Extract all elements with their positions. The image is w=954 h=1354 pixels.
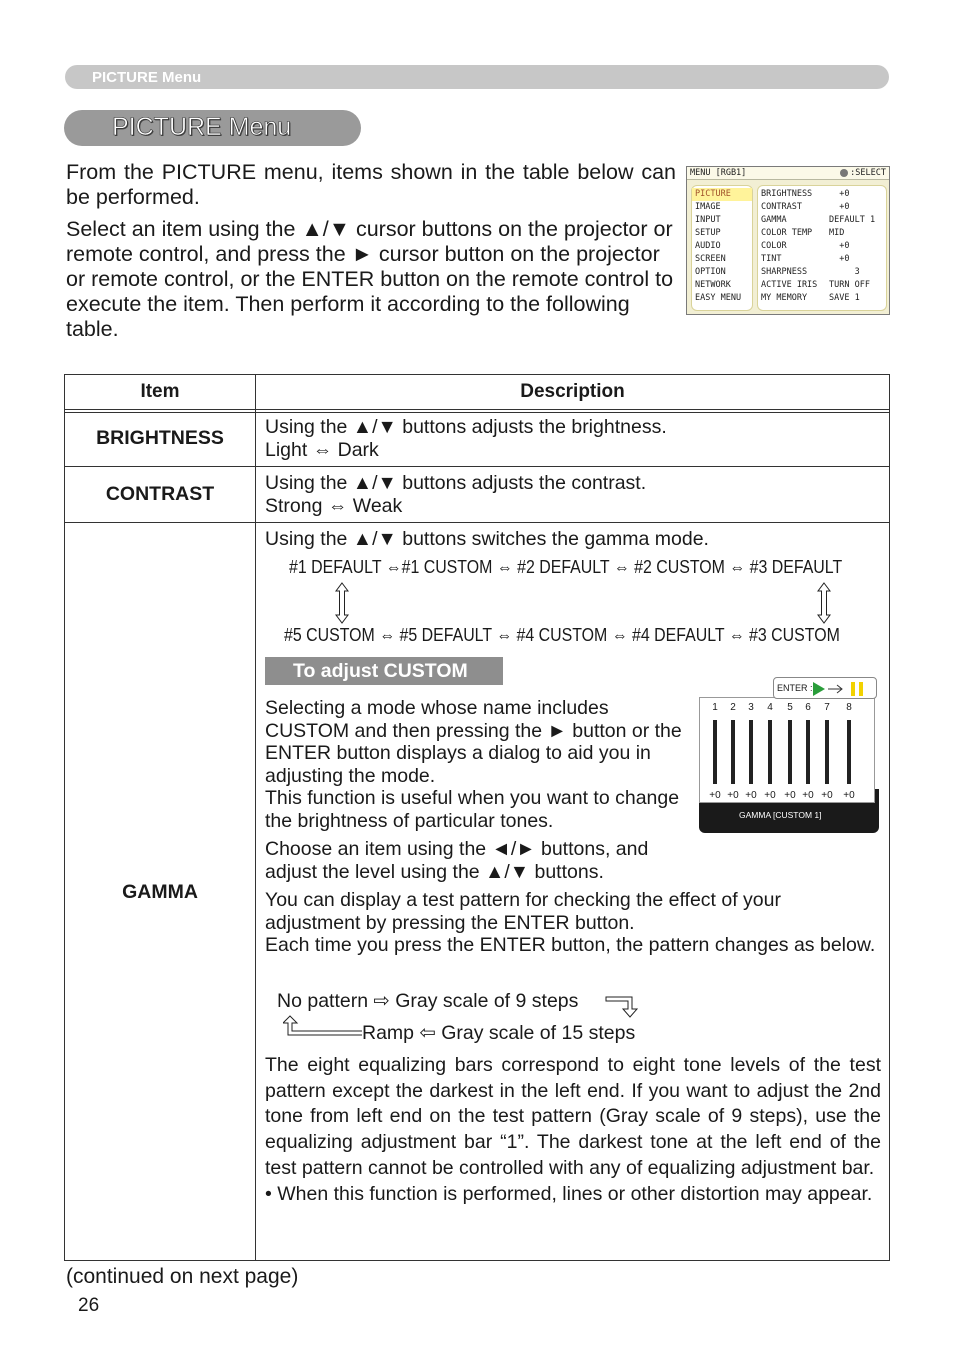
osd-menu-item: SCREEN	[695, 254, 726, 264]
osd-setting-value: +0	[829, 202, 850, 212]
osd-setting-value: 3	[829, 267, 860, 277]
desc-line: Using the ▲/▼ buttons switches the gamma mode.	[265, 528, 709, 550]
gamma-test-pattern-text	[265, 889, 881, 957]
osd-setting-value: +0	[829, 254, 850, 264]
row-desc-brightness	[265, 416, 881, 461]
eq-bar-number: 7	[824, 702, 830, 713]
eq-adjust-bar[interactable]	[825, 720, 829, 784]
select-icon	[840, 169, 848, 177]
continued-note: (continued on next page)	[66, 1265, 299, 1288]
osd-setting-value: MID	[829, 228, 845, 238]
eq-bar-value: +0	[802, 790, 814, 801]
enter-pattern-icon	[812, 681, 874, 697]
eq-bar-value: +0	[709, 790, 721, 801]
pattern-sequence-line-2: Ramp ⇦ Gray scale of 15 steps	[362, 1022, 636, 1044]
desc-paragraph: Each time you press the ENTER button, the pattern changes as below.	[265, 934, 876, 956]
header-divider	[65, 409, 889, 410]
desc-paragraph: You can display a test pattern for checking the effect of your adjustment by pressing the ENTER button.	[265, 889, 781, 934]
osd-setting-row	[758, 253, 886, 266]
row-desc-contrast	[265, 472, 881, 517]
eq-bar-number: 1	[712, 702, 718, 713]
osd-select-label: :SELECT	[850, 168, 886, 178]
osd-setting-key: COLOR TEMP	[761, 228, 813, 238]
osd-setting-key: COLOR	[761, 241, 787, 251]
row-item-contrast: CONTRAST	[105, 483, 215, 505]
osd-menu-item: OPTION	[695, 267, 726, 277]
eq-bar-value: +0	[727, 790, 739, 801]
down-turn-arrow-icon	[605, 993, 641, 1019]
eq-bar-value: +0	[784, 790, 796, 801]
osd-setting-row	[758, 201, 886, 214]
eq-adjust-bar[interactable]	[788, 720, 792, 784]
osd-menu-item: EASY MENU	[695, 293, 742, 303]
osd-setting-row	[758, 227, 886, 240]
osd-setting-row	[758, 266, 886, 279]
picture-menu-table	[64, 374, 890, 1261]
section-header-bar	[65, 65, 889, 89]
osd-menu-item: SETUP	[695, 228, 721, 238]
osd-setting-value: DEFAULT 1	[829, 215, 876, 225]
dialog-footer-label: GAMMA [CUSTOM 1]	[739, 810, 822, 820]
eq-adjust-bar[interactable]	[713, 720, 717, 784]
gamma-custom-text	[265, 697, 685, 883]
page-title-pill	[64, 110, 361, 146]
desc-paragraph: Choose an item using the ◄/► buttons, and adjust the level using the ▲/▼ buttons.	[265, 838, 649, 883]
osd-header	[687, 167, 889, 180]
desc-paragraph: The eight equalizing bars correspond to eight tone levels of the test pattern except the darkest in the left end. If you want to adjust the 2nd tone from left end on the test pattern (Gray scale of 9 steps), use the equalizing adjustment bar “1”. The darkest tone at the left end of the test pattern cannot be controlled with any of equalizing adjustment bar.	[265, 1054, 881, 1179]
osd-header-title: MENU [RGB1]	[690, 168, 747, 178]
vertical-double-arrow-icon	[335, 582, 349, 624]
equalizer-panel	[699, 697, 875, 803]
row-divider	[65, 522, 889, 523]
eq-bar-value: +0	[745, 790, 757, 801]
desc-note: • When this function is performed, lines or other distortion may appear.	[265, 1182, 873, 1205]
header-divider-double	[65, 412, 889, 413]
osd-setting-key: CONTRAST	[761, 202, 802, 212]
row-divider	[65, 466, 889, 467]
vertical-double-arrow-icon	[817, 582, 831, 624]
gamma-equalizer-dialog	[699, 677, 879, 833]
osd-setting-key: GAMMA	[761, 215, 787, 225]
eq-bar-number: 3	[748, 702, 754, 713]
eq-bar-number: 5	[787, 702, 793, 713]
eq-bar-number: 8	[846, 702, 852, 713]
gamma-equalizing-text	[265, 1053, 881, 1207]
enter-hint-box	[773, 677, 877, 699]
eq-bar-number: 2	[730, 702, 736, 713]
gamma-intro	[265, 528, 881, 551]
column-divider	[255, 375, 256, 1260]
desc-paragraph: Selecting a mode whose name includes CUSTOM and then pressing the ► button or the ENTER button displays a dialog to aid you in adjusting the mode.	[265, 697, 682, 787]
osd-setting-value: +0	[829, 241, 850, 251]
osd-menu-item: INPUT	[695, 215, 721, 225]
eq-adjust-bar[interactable]	[749, 720, 753, 784]
page-title: PICTURE Menu	[112, 113, 292, 141]
osd-setting-row	[758, 279, 886, 292]
return-arrow-icon	[283, 1015, 363, 1037]
intro-text	[66, 160, 676, 349]
eq-adjust-bar[interactable]	[806, 720, 810, 784]
intro-paragraph-1: From the PICTURE menu, items shown in the table below can be performed.	[66, 160, 676, 209]
desc-line: Light ⇔ Dark	[265, 438, 379, 461]
intro-paragraph-2: Select an item using the ▲/▼ cursor buttons on the projector or remote control, and press the ► cursor button on the projector or remote control, or the ENTER button on the remote control to execute the item. Then perform it according to the following table.	[66, 217, 674, 341]
osd-setting-row	[758, 292, 886, 305]
row-item-brightness: BRIGHTNESS	[96, 427, 224, 449]
enter-label: ENTER :	[777, 683, 813, 693]
osd-setting-row	[758, 214, 886, 227]
osd-setting-row	[758, 188, 886, 201]
osd-setting-value: TURN OFF	[829, 280, 870, 290]
desc-line: Using the ▲/▼ buttons adjusts the brightness.	[265, 416, 667, 438]
osd-menu-item: IMAGE	[695, 202, 721, 212]
osd-setting-key: ACTIVE IRIS	[761, 280, 818, 290]
eq-bar-number: 4	[767, 702, 773, 713]
osd-setting-key: SHARPNESS	[761, 267, 808, 277]
eq-bar-value: +0	[843, 790, 855, 801]
osd-setting-value: +0	[829, 189, 850, 199]
page-number: 26	[78, 1295, 100, 1316]
osd-setting-key: BRIGHTNESS	[761, 189, 813, 199]
desc-line: Strong ⇔ Weak	[265, 494, 403, 517]
eq-bar-value: +0	[821, 790, 833, 801]
eq-adjust-bar[interactable]	[731, 720, 735, 784]
osd-select-hint	[840, 168, 886, 178]
eq-bar-value: +0	[764, 790, 776, 801]
osd-menu-item: AUDIO	[695, 241, 721, 251]
osd-setting-key: MY MEMORY	[761, 293, 808, 303]
desc-line: Using the ▲/▼ buttons adjusts the contrast.	[265, 472, 647, 494]
eq-adjust-bar[interactable]	[847, 720, 851, 784]
section-header-label: PICTURE Menu	[92, 69, 202, 86]
desc-paragraph: This function is useful when you want to change the brightness of particular tones.	[265, 787, 680, 832]
column-header-description: Description	[520, 381, 625, 402]
osd-setting-row	[758, 240, 886, 253]
osd-menu-item: PICTURE	[692, 188, 752, 201]
pattern-sequence-line-1: No pattern ⇨ Gray scale of 9 steps	[277, 990, 579, 1012]
osd-menu-list	[691, 185, 753, 311]
osd-menu-item: NETWORK	[695, 280, 731, 290]
osd-setting-key: TINT	[761, 254, 782, 264]
osd-setting-value: SAVE 1	[829, 293, 860, 303]
row-item-gamma: GAMMA	[122, 881, 198, 903]
eq-bar-number: 6	[805, 702, 811, 713]
eq-adjust-bar[interactable]	[768, 720, 772, 784]
osd-menu-screenshot	[686, 166, 890, 315]
gamma-cycle-bottom: #5 CUSTOM ⇔ #5 DEFAULT ⇔ #4 CUSTOM ⇔ #4 DEFAULT ⇔ #3 CUSTOM	[284, 624, 840, 645]
osd-settings-list	[757, 185, 887, 311]
column-header-item: Item	[140, 381, 180, 402]
gamma-cycle-top: #1 DEFAULT ⇔#1 CUSTOM ⇔ #2 DEFAULT ⇔ #2 CUSTOM ⇔ #3 DEFAULT	[289, 556, 843, 577]
subheader-adjust-custom: To adjust CUSTOM	[265, 657, 503, 685]
